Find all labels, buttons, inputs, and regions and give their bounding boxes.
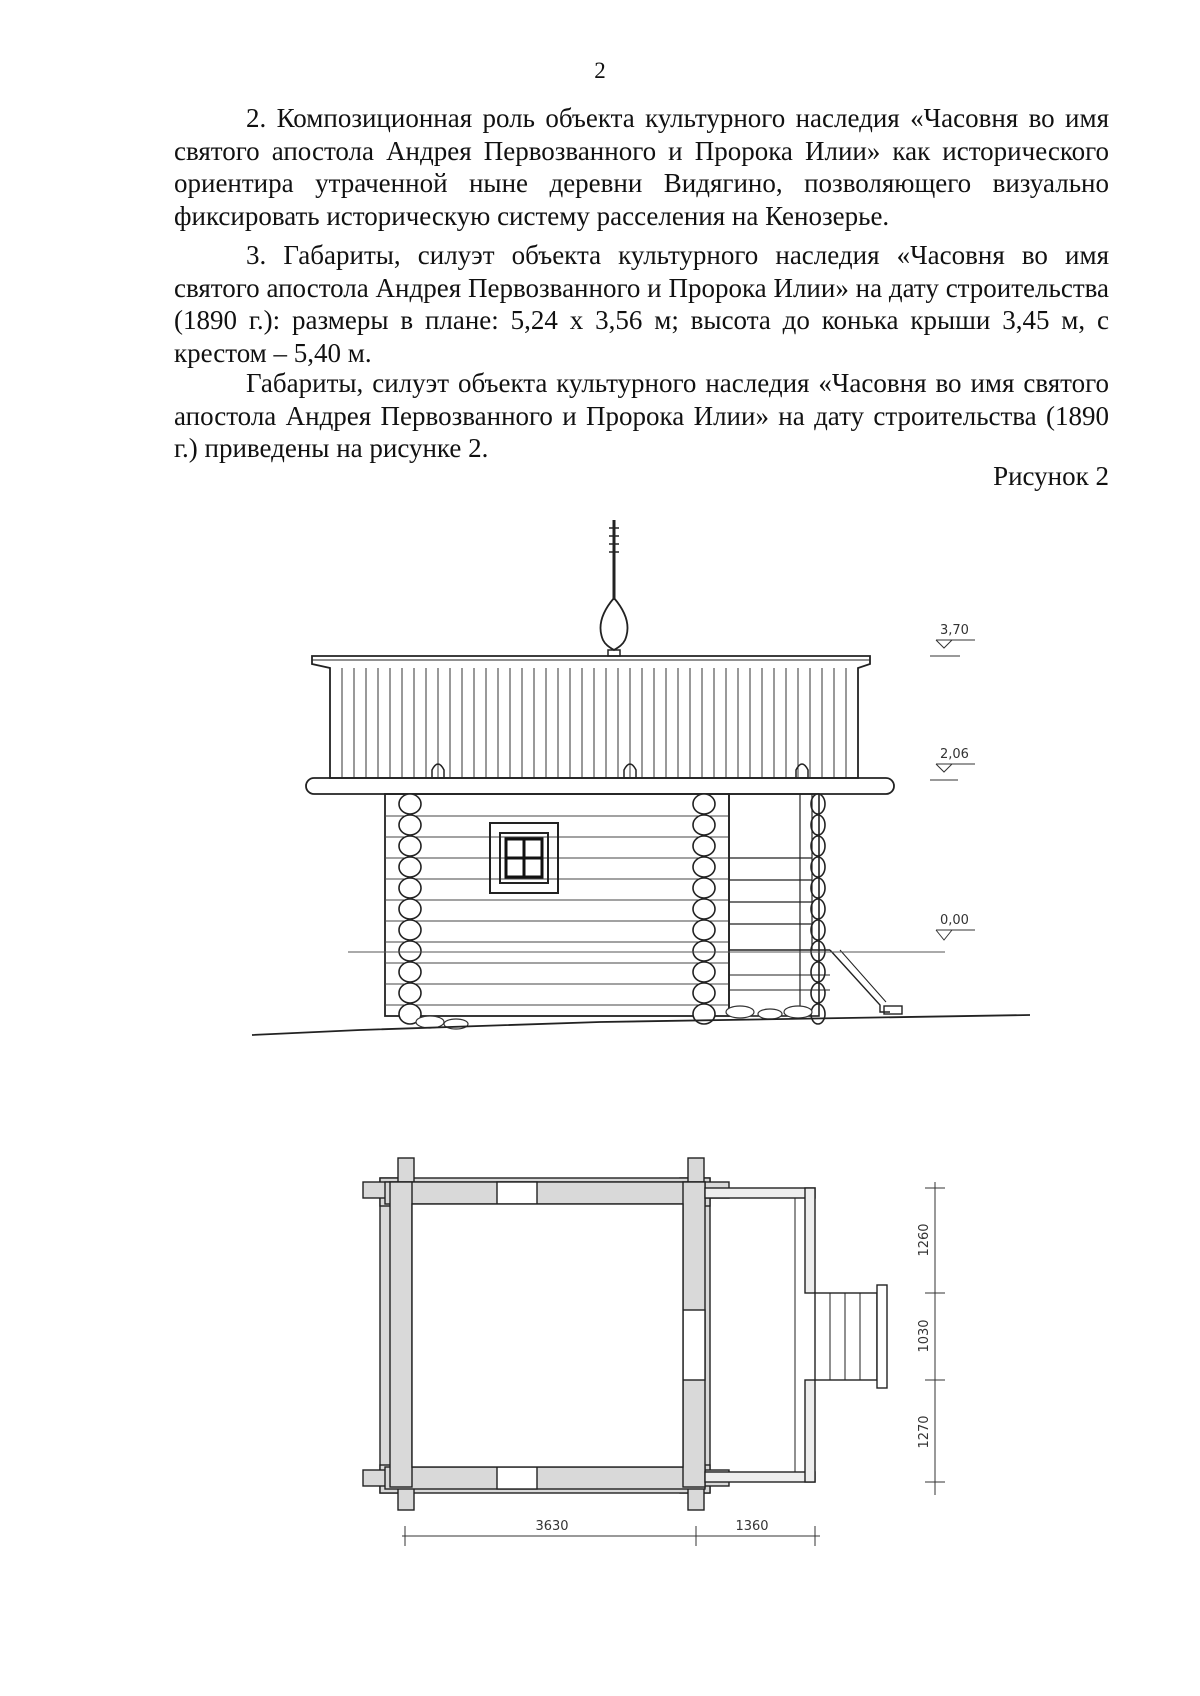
level-mark-top-label: 3,70 (940, 623, 969, 638)
page-number: 2 (594, 58, 606, 83)
level-mark-zero (936, 913, 975, 940)
level-mark-middle-label: 2,06 (940, 747, 969, 762)
eave-log (306, 778, 894, 794)
ground-line (252, 1015, 1030, 1035)
level-mark-top (930, 623, 975, 656)
paragraph-2-text: 3. Габариты, силуэт объекта культурного наследия «Часовня во имя святого апостола Андрея Первозванного и Пророка Илии» на дату строительства (1890 г.): размеры в плане: 5,24 х 3,56 м; высота до конька крыши 3,45 м, с крестом – 5,40 м. (174, 240, 1109, 368)
paragraph-1-text: 2. Композиционная роль объекта культурного наследия «Часовня во имя святого апостола Андрея Первозванного и Пророка Илии» как исторического ориентира утраченной ныне деревни Видягино, позволяющего визуально фиксировать историческую систему расселения на Кенозерье. (174, 103, 1109, 231)
chapel-floor-plan (363, 1158, 887, 1510)
cross-icon (609, 520, 619, 600)
paragraph-3-text: Габариты, силуэт объекта культурного наследия «Часовня во имя святого апостола Андрея Первозванного и Пророка Илии» на дату строительства (1890 г.) приведены на рисунке 2. (174, 368, 1109, 463)
plan-dim-bottom-2: 1360 (735, 1519, 769, 1534)
level-mark-middle (930, 747, 975, 780)
level-mark-zero-label: 0,00 (940, 913, 969, 928)
plan-dim-bottom-1: 3630 (535, 1519, 569, 1534)
roof (312, 656, 870, 778)
dome-icon (600, 598, 627, 650)
figure-caption: Рисунок 2 (993, 461, 1109, 491)
window-icon (490, 823, 558, 893)
plan-dim-right-1: 1260 (917, 1223, 932, 1257)
plan-dim-right-2: 1030 (917, 1319, 932, 1353)
chapel-elevation-drawing (252, 520, 1030, 1035)
plan-dim-right-3: 1270 (917, 1415, 932, 1449)
